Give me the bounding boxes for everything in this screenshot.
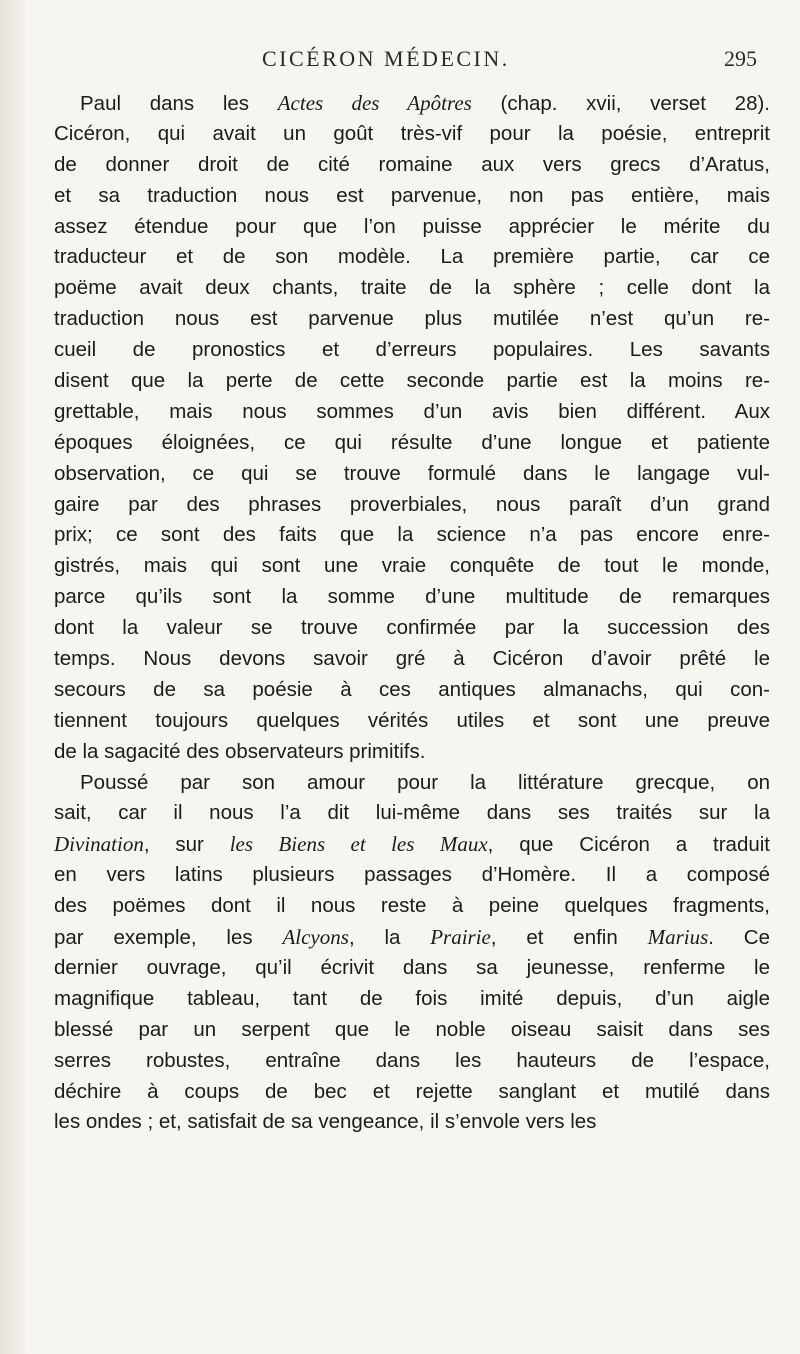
text-line [54, 273, 770, 304]
text-line [54, 1077, 770, 1108]
text-line [54, 490, 770, 521]
text-run: assez étendue pour que l’on puisse apprécier le mérite du [54, 214, 770, 238]
text-run: déchire à coups de bec et rejette sanglant et mutilé dans [54, 1079, 770, 1103]
text-run: serres robustes, entraîne dans les hauteurs de l’espace, [54, 1048, 770, 1072]
text-run: temps. Nous devons savoir gré à Cicéron d’avoir prêté le [54, 647, 770, 671]
italic-title: Marius [647, 925, 709, 950]
text-line [54, 984, 770, 1015]
text-run: des poëmes dont il nous reste à peine quelques fragments, [54, 894, 770, 918]
text-run: , que Cicéron a traduit [487, 833, 770, 857]
text-run: gistrés, mais qui sont une vraie conquête de tout le monde, [54, 554, 770, 578]
text-line [54, 953, 770, 984]
text-run: dont la valeur se trouve confirmée par la succession des [54, 616, 770, 640]
text-line [54, 737, 770, 768]
body-text [54, 88, 770, 1138]
text-line [54, 242, 770, 273]
text-run: parce qu’ils sont la somme d’une multitude de remarques [54, 585, 770, 609]
text-line [54, 891, 770, 922]
text-line [54, 860, 770, 891]
text-line [54, 150, 770, 181]
text-run: en vers latins plusieurs passages d’Homère. Il a composé [54, 863, 770, 887]
text-run: , sur [143, 833, 230, 857]
text-run: gaire par des phrases proverbiales, nous paraît d’un grand [54, 492, 770, 516]
text-run: époques éloignées, ce qui résulte d’une longue et patiente [54, 430, 770, 454]
text-line [54, 520, 770, 551]
text-run: magnifique tableau, tant de fois imité depuis, d’un aigle [54, 986, 770, 1010]
text-run: Poussé par son amour pour la littérature grecque, on [80, 770, 770, 794]
text-run: tiennent toujours quelques vérités utiles et sont une preuve [54, 708, 770, 732]
text-run: prix; ce sont des faits que la science n’a pas encore enre- [54, 523, 770, 547]
text-line [54, 829, 770, 860]
text-run: observation, ce qui se trouve formulé dans le langage vul- [54, 461, 770, 485]
text-run: , la [348, 926, 431, 950]
text-line [54, 459, 770, 490]
text-line [54, 675, 770, 706]
text-run: poëme avait deux chants, traite de la sphère ; celle dont la [54, 276, 770, 300]
text-line [54, 428, 770, 459]
text-run: (chap. xvii, verset 28). [471, 92, 770, 115]
text-run: de la sagacité des observateurs primitifs. [54, 739, 426, 763]
italic-title: Divination [54, 832, 144, 857]
text-line [54, 335, 770, 366]
italic-title: les Biens et les Maux [229, 832, 488, 857]
text-line [54, 768, 770, 799]
text-run: . Ce [708, 926, 770, 950]
text-run: blessé par un serpent que le noble oiseau saisit dans ses [54, 1017, 770, 1041]
text-line [54, 397, 770, 428]
italic-title: Prairie [430, 925, 491, 950]
text-line [54, 1046, 770, 1077]
text-run: disent que la perte de cette seconde partie est la moins re- [54, 369, 770, 393]
text-run: dernier ouvrage, qu’il écrivit dans sa jeunesse, renferme le [54, 955, 770, 979]
running-title: CICÉRON MÉDECIN. [262, 46, 510, 71]
text-line [54, 798, 770, 829]
text-run: sait, car il nous l’a dit lui-même dans ses traités sur la [54, 801, 770, 825]
text-run: de donner droit de cité romaine aux vers grecs d’Aratus, [54, 152, 770, 176]
text-line [54, 706, 770, 737]
text-line [54, 212, 770, 243]
text-run: secours de sa poésie à ces antiques almanachs, qui con- [54, 677, 770, 701]
text-line [54, 181, 770, 212]
text-line [54, 304, 770, 335]
italic-title: Alcyons [282, 925, 349, 950]
text-run: par exemple, les [54, 926, 283, 950]
text-line [54, 1107, 770, 1138]
page-number: 295 [724, 46, 757, 71]
text-run: grettable, mais nous sommes d’un avis bien différent. Aux [54, 399, 770, 423]
text-run: Cicéron, qui avait un goût très-vif pour la poésie, entreprit [54, 121, 770, 145]
running-head [0, 46, 800, 76]
text-line [54, 644, 770, 675]
text-line [54, 366, 770, 397]
text-run: cueil de pronostics et d’erreurs populaires. Les savants [54, 338, 770, 362]
text-line [54, 88, 770, 119]
text-run: traduction nous est parvenue plus mutilée n’est qu’un re- [54, 307, 770, 331]
text-run: traducteur et de son modèle. La première partie, car ce [54, 245, 770, 269]
text-line [54, 551, 770, 582]
text-run: et sa traduction nous est parvenue, non pas entière, mais [54, 183, 770, 207]
italic-title: Actes des Apôtres [277, 91, 472, 115]
text-run: , et enfin [490, 926, 648, 950]
text-line [54, 119, 770, 150]
text-run: les ondes ; et, satisfait de sa vengeance, il s’envole vers les [54, 1110, 597, 1134]
text-line [54, 1015, 770, 1046]
text-run: Paul dans les [80, 92, 278, 115]
text-line [54, 582, 770, 613]
text-line [54, 613, 770, 644]
text-line [54, 922, 770, 953]
